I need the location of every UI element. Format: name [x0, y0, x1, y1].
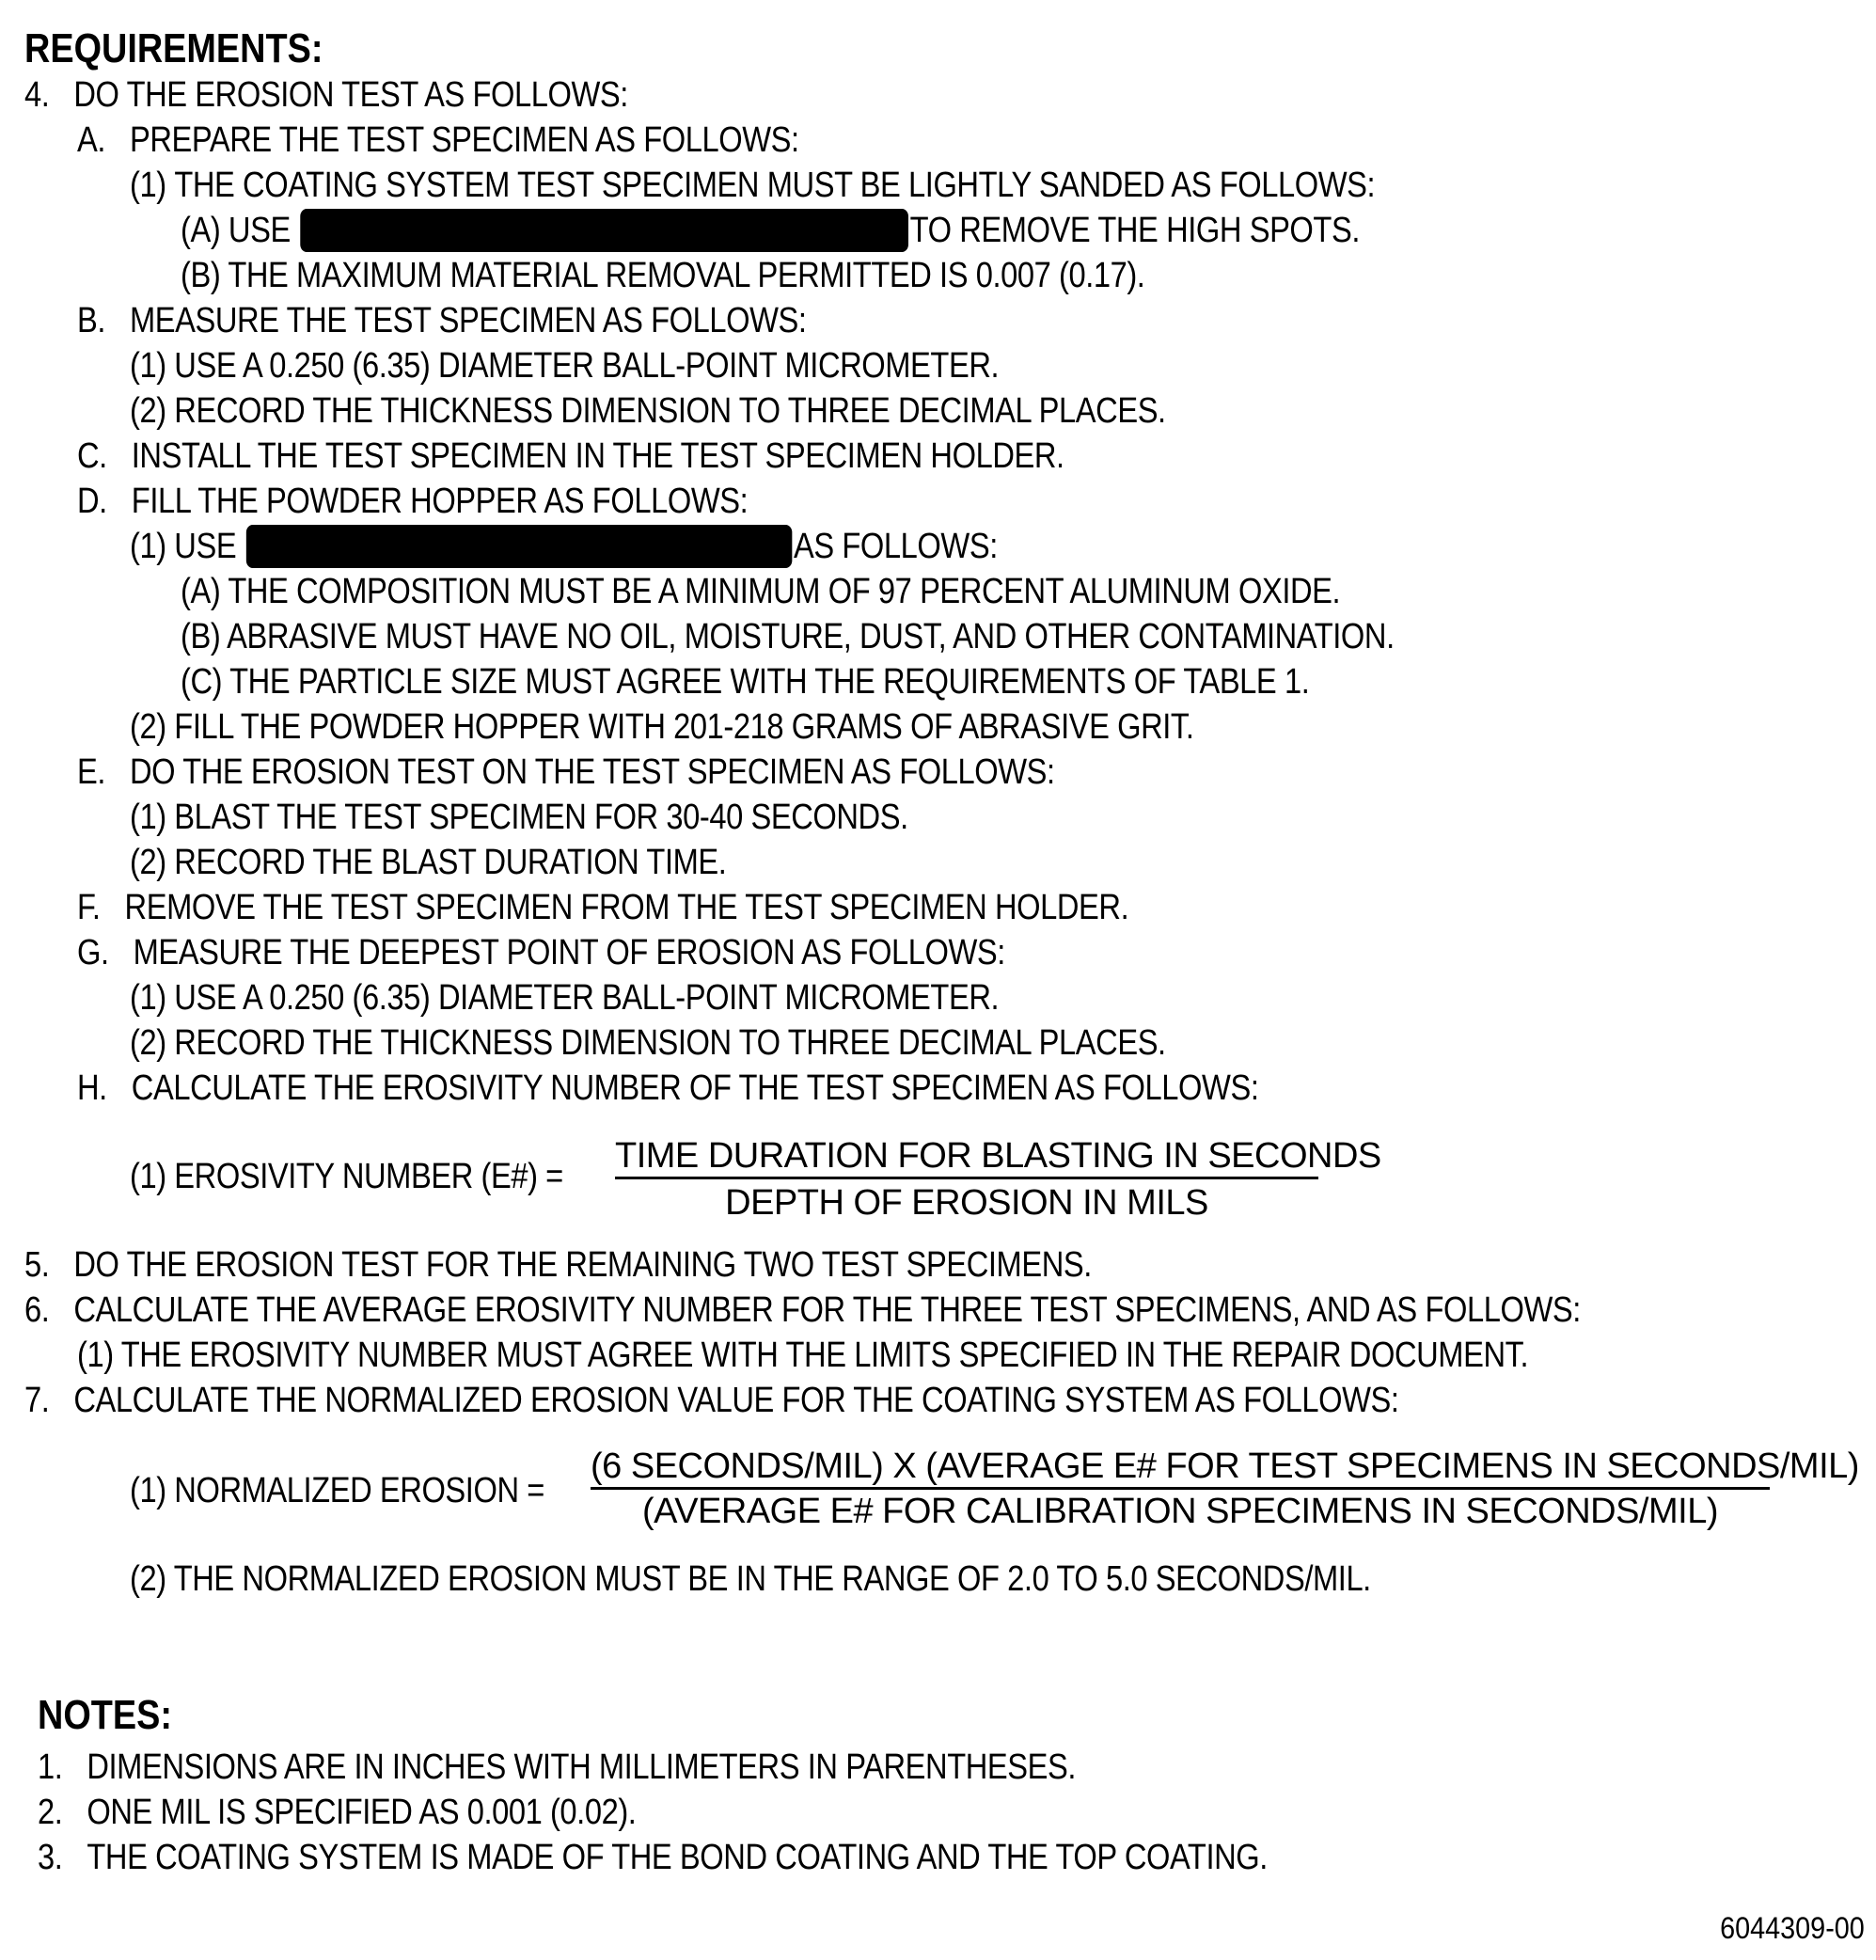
step-text: FILL THE POWDER HOPPER AS FOLLOWS: — [131, 482, 749, 521]
step-4e2: (2) RECORD THE BLAST DURATION TIME. — [130, 843, 727, 882]
step-4d — [77, 480, 748, 523]
fraction-denominator: (AVERAGE E# FOR CALIBRATION SPECIMENS IN SECONDS/MIL) — [642, 1492, 1718, 1531]
step-4a1a — [181, 209, 1360, 252]
formula-normalized-fraction — [591, 1445, 1859, 1539]
step-number: H. — [77, 1068, 107, 1108]
step-4g2: (2) RECORD THE THICKNESS DIMENSION TO THREE DECIMAL PLACES. — [130, 1023, 1166, 1063]
note-number: 3. — [38, 1838, 63, 1877]
notes-heading: NOTES: — [38, 1692, 172, 1738]
step-text: DO THE EROSION TEST AS FOLLOWS: — [73, 75, 628, 115]
step-suffix: AS FOLLOWS: — [794, 527, 998, 566]
fraction-bar — [615, 1177, 1318, 1179]
step-text: MEASURE THE TEST SPECIMEN AS FOLLOWS: — [129, 301, 807, 340]
step-text: CALCULATE THE EROSIVITY NUMBER OF THE TEST SPECIMEN AS FOLLOWS: — [131, 1068, 1259, 1108]
formula-erosivity-fraction — [615, 1134, 1381, 1228]
formula-erosivity-label: (1) EROSIVITY NUMBER (E#) = — [130, 1157, 563, 1196]
step-5 — [24, 1243, 1092, 1287]
step-number: E. — [77, 752, 106, 792]
step-4c — [77, 435, 1064, 478]
step-text: MEASURE THE DEEPEST POINT OF EROSION AS FOLLOWS: — [133, 933, 1005, 972]
note-text: THE COATING SYSTEM IS MADE OF THE BOND COATING AND THE TOP COATING. — [87, 1838, 1268, 1877]
step-4g — [77, 931, 1005, 974]
step-6-1: (1) THE EROSIVITY NUMBER MUST AGREE WITH THE LIMITS SPECIFIED IN THE REPAIR DOCUMENT. — [77, 1336, 1529, 1375]
requirements-heading: REQUIREMENTS: — [24, 25, 323, 71]
step-4 — [24, 73, 628, 117]
step-4h — [77, 1067, 1258, 1110]
note-item — [38, 1836, 1268, 1879]
note-number: 2. — [38, 1793, 63, 1832]
step-7 — [24, 1379, 1399, 1422]
step-number: D. — [77, 482, 107, 521]
step-4f — [77, 886, 1128, 929]
step-text: DO THE EROSION TEST FOR THE REMAINING TWO TEST SPECIMENS. — [73, 1245, 1092, 1285]
step-prefix: (1) USE — [130, 527, 237, 566]
step-text: INSTALL THE TEST SPECIMEN IN THE TEST SPECIMEN HOLDER. — [131, 436, 1064, 476]
step-number: F. — [77, 888, 101, 927]
fraction-numerator: TIME DURATION FOR BLASTING IN SECONDS — [615, 1136, 1381, 1176]
step-number: (1) — [130, 166, 166, 205]
step-4g1: (1) USE A 0.250 (6.35) DIAMETER BALL-POINT MICROMETER. — [130, 978, 1000, 1018]
note-text: ONE MIL IS SPECIFIED AS 0.001 (0.02). — [87, 1793, 637, 1832]
step-4d2: (2) FILL THE POWDER HOPPER WITH 201-218 GRAMS OF ABRASIVE GRIT. — [130, 707, 1194, 747]
step-4e — [77, 751, 1055, 794]
step-number: 7. — [24, 1381, 50, 1420]
note-number: 1. — [38, 1747, 63, 1787]
note-item — [38, 1791, 636, 1834]
redacted-text: C04-282 240 MESH OR C10-240 240 GRIT — [246, 525, 793, 568]
step-4d1b: (B) ABRASIVE MUST HAVE NO OIL, MOISTURE, DUST, AND OTHER CONTAMINATION. — [181, 617, 1395, 656]
step-number: B. — [77, 301, 106, 340]
step-text: CALCULATE THE AVERAGE EROSIVITY NUMBER FOR THE THREE TEST SPECIMENS, AND AS FOLLOWS: — [73, 1290, 1581, 1330]
note-text: DIMENSIONS ARE IN INCHES WITH MILLIMETERS IN PARENTHESES. — [87, 1747, 1077, 1787]
step-number: 5. — [24, 1245, 50, 1285]
step-4a1b: (B) THE MAXIMUM MATERIAL REMOVAL PERMITTED IS 0.007 (0.17). — [181, 256, 1145, 295]
step-text: DO THE EROSION TEST ON THE TEST SPECIMEN AS FOLLOWS: — [129, 752, 1055, 792]
step-text: PREPARE THE TEST SPECIMEN AS FOLLOWS: — [129, 120, 799, 160]
step-4d1c: (C) THE PARTICLE SIZE MUST AGREE WITH THE REQUIREMENTS OF TABLE 1. — [181, 662, 1310, 702]
step-4e1: (1) BLAST THE TEST SPECIMEN FOR 30-40 SECONDS. — [130, 798, 908, 837]
step-4d1a: (A) THE COMPOSITION MUST BE A MINIMUM OF 97 PERCENT ALUMINUM OXIDE. — [181, 572, 1341, 611]
step-7-2: (2) THE NORMALIZED EROSION MUST BE IN THE RANGE OF 2.0 TO 5.0 SECONDS/MIL. — [130, 1559, 1371, 1599]
step-4b — [77, 299, 807, 342]
note-item — [38, 1746, 1076, 1789]
step-4b2: (2) RECORD THE THICKNESS DIMENSION TO THREE DECIMAL PLACES. — [130, 391, 1166, 431]
step-4b1: (1) USE A 0.250 (6.35) DIAMETER BALL-POINT MICROMETER. — [130, 346, 1000, 386]
step-number: 4. — [24, 75, 50, 115]
step-6 — [24, 1288, 1581, 1332]
step-number: C. — [77, 436, 107, 476]
step-number: G. — [77, 933, 109, 972]
step-4d1 — [130, 525, 998, 568]
redacted-text: C10-187 60-GRIT OR FINER ABRASIVE MESH — [300, 209, 908, 252]
fraction-numerator: (6 SECONDS/MIL) X (AVERAGE E# FOR TEST SPECIMENS IN SECONDS/MIL) — [591, 1446, 1859, 1486]
step-4a1 — [130, 164, 1375, 207]
step-number: 6. — [24, 1290, 50, 1330]
document-id: 6044309-00 — [1720, 1911, 1865, 1945]
step-text: THE COATING SYSTEM TEST SPECIMEN MUST BE LIGHTLY SANDED AS FOLLOWS: — [174, 166, 1376, 205]
step-number: A. — [77, 120, 106, 160]
step-suffix: TO REMOVE THE HIGH SPOTS. — [909, 211, 1360, 250]
fraction-denominator: DEPTH OF EROSION IN MILS — [725, 1183, 1208, 1223]
step-text: REMOVE THE TEST SPECIMEN FROM THE TEST SPECIMEN HOLDER. — [124, 888, 1129, 927]
step-4a — [77, 119, 799, 162]
formula-normalized-label: (1) NORMALIZED EROSION = — [130, 1471, 544, 1510]
step-text: CALCULATE THE NORMALIZED EROSION VALUE FOR THE COATING SYSTEM AS FOLLOWS: — [73, 1381, 1399, 1420]
step-prefix: (A) USE — [181, 211, 291, 250]
